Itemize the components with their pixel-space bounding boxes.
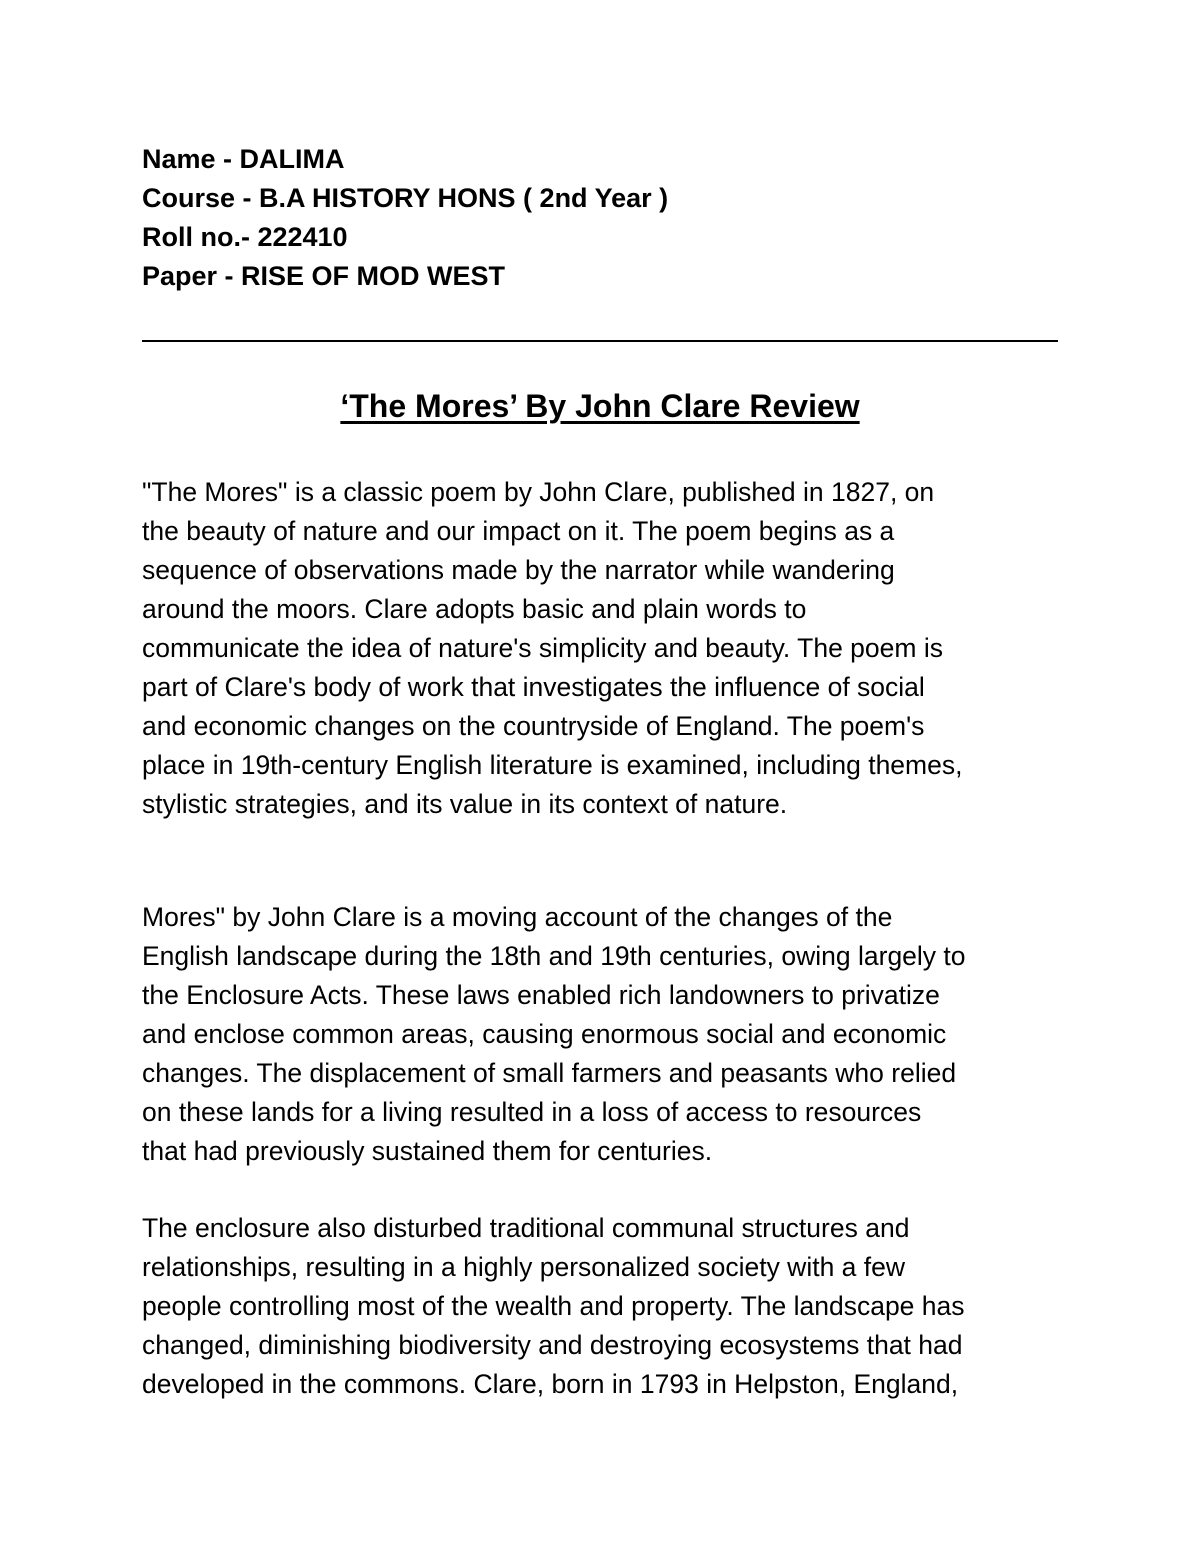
text-line: Mores" by John Clare is a moving account of the changes of the: [142, 902, 893, 932]
text-line: changed, diminishing biodiversity and destroying ecosystems that had: [142, 1330, 963, 1360]
student-name: Name - DALIMA: [142, 144, 345, 174]
text-line: people controlling most of the wealth and property. The landscape has: [142, 1291, 965, 1321]
text-line: stylistic strategies, and its value in its context of nature.: [142, 789, 788, 819]
text-line: relationships, resulting in a highly personalized society with a few: [142, 1252, 906, 1282]
text-line: place in 19th-century English literature is examined, including themes,: [142, 750, 963, 780]
text-line: the beauty of nature and our impact on it. The poem begins as a: [142, 516, 895, 546]
document-title: ‘The Mores’ By John Clare Review: [340, 388, 860, 424]
text-line: changes. The displacement of small farmers and peasants who relied: [142, 1058, 957, 1088]
text-line: English landscape during the 18th and 19th centuries, owing largely to: [142, 941, 966, 971]
paragraph-enclosure-acts: [142, 898, 1072, 1171]
text-line: The enclosure also disturbed traditional communal structures and: [142, 1213, 910, 1243]
text-line: communicate the idea of nature's simplicity and beauty. The poem is: [142, 633, 943, 663]
text-line: around the moors. Clare adopts basic and plain words to: [142, 594, 807, 624]
text-line: sequence of observations made by the narrator while wandering: [142, 555, 895, 585]
student-info-block: [142, 140, 1062, 296]
text-line: that had previously sustained them for centuries.: [142, 1136, 713, 1166]
text-line: the Enclosure Acts. These laws enabled rich landowners to privatize: [142, 980, 940, 1010]
text-line: and enclose common areas, causing enormous social and economic: [142, 1019, 947, 1049]
text-line: part of Clare's body of work that investigates the influence of social: [142, 672, 925, 702]
paragraph-communal-structures: [142, 1209, 1072, 1404]
text-line: on these lands for a living resulted in a loss of access to resources: [142, 1097, 922, 1127]
course-info: Course - B.A HISTORY HONS ( 2nd Year ): [142, 183, 669, 213]
roll-number: Roll no.- 222410: [142, 222, 348, 252]
horizontal-divider: [142, 340, 1058, 342]
text-line: developed in the commons. Clare, born in 1793 in Helpston, England,: [142, 1369, 959, 1399]
paper-info: Paper - RISE OF MOD WEST: [142, 261, 506, 291]
text-line: and economic changes on the countryside of England. The poem's: [142, 711, 925, 741]
text-line: "The Mores" is a classic poem by John Clare, published in 1827, on: [142, 477, 935, 507]
paragraph-intro: [142, 473, 1072, 824]
